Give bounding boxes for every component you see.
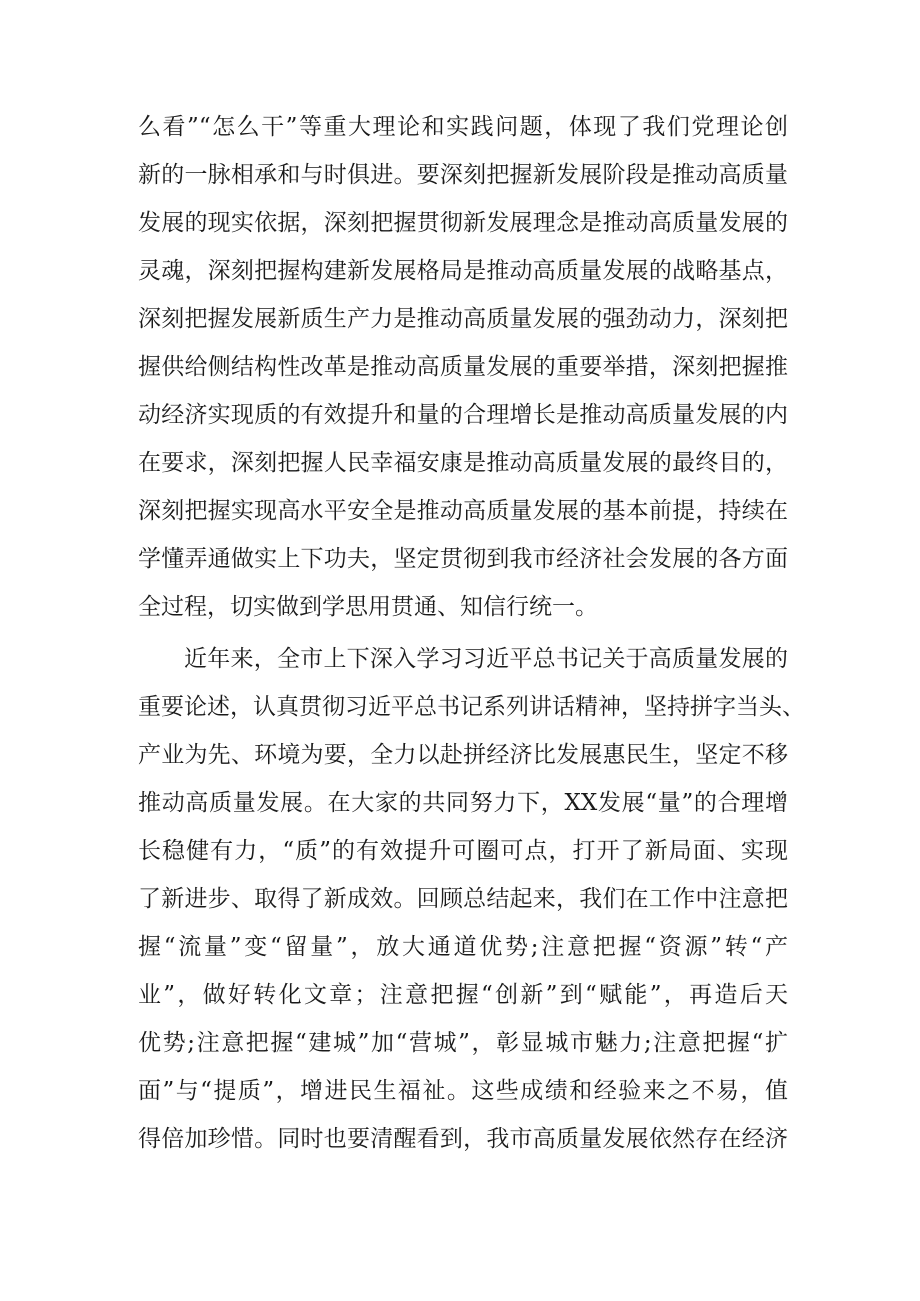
paragraph-1-line-6: 握供给侧结构性改革是推动高质量发展的重要举措，深刻把握推 [138,354,788,380]
paragraph-2-line-2: 重要论述，认真贯彻习近平总书记系列讲话精神，坚持拼字当头、 [138,694,805,720]
paragraph-1-line-9: 深刻把握实现高水平安全是推动高质量发展的基本前提，持续在 [138,498,788,524]
paragraph-2-line-7: 握“流量”变“留量”，放大通道优势;注意把握“资源”转“产 [138,934,788,960]
paragraph-2-line-10: 面”与“提质”，增进民生福祉。这些成绩和经验来之不易，值 [138,1078,788,1104]
paragraph-1-line-4: 灵魂，深刻把握构建新发展格局是推动高质量发展的战略基点， [138,258,788,284]
paragraph-2-line-3: 产业为先、环境为要，全力以赴拼经济比发展惠民生，坚定不移 [138,742,788,768]
paragraph-2-line-8: 业”，做好转化文章；注意把握“创新”到“赋能”，再造后天 [138,982,788,1008]
paragraph-1-line-1: 么看”“怎么干”等重大理论和实践问题，体现了我们党理论创 [138,114,788,140]
paragraph-2-line-4: 推动高质量发展。在大家的共同努力下，XX发展“量”的合理增 [138,790,788,816]
paragraph-1-line-5: 深刻把握发展新质生产力是推动高质量发展的强劲动力，深刻把 [138,306,788,332]
paragraph-2-line-1: 近年来，全市上下深入学习习近平总书记关于高质量发展的 [184,646,788,672]
paragraph-1-line-3: 发展的现实依据，深刻把握贯彻新发展理念是推动高质量发展的 [138,210,788,236]
paragraph-2-line-5: 长稳健有力，“质”的有效提升可圈可点，打开了新局面、实现 [138,838,788,864]
paragraph-1-line-2: 新的一脉相承和与时俱进。要深刻把握新发展阶段是推动高质量 [138,162,788,188]
paragraph-1-line-8: 在要求，深刻把握人民幸福安康是推动高质量发展的最终目的， [138,450,788,476]
paragraph-1-line-10: 学懂弄通做实上下功夫，坚定贯彻到我市经济社会发展的各方面 [138,546,788,572]
paragraph-2-line-11: 得倍加珍惜。同时也要清醒看到，我市高质量发展依然存在经济 [138,1126,788,1152]
paragraph-2-line-6: 了新进步、取得了新成效。回顾总结起来，我们在工作中注意把 [138,886,788,912]
paragraph-2-line-9: 优势;注意把握“建城”加“营城”，彰显城市魅力;注意把握“扩 [138,1030,788,1056]
paragraph-1-line-7: 动经济实现质的有效提升和量的合理增长是推动高质量发展的内 [138,402,788,428]
paragraph-1-line-11: 全过程，切实做到学思用贯通、知信行统一。 [138,594,598,620]
